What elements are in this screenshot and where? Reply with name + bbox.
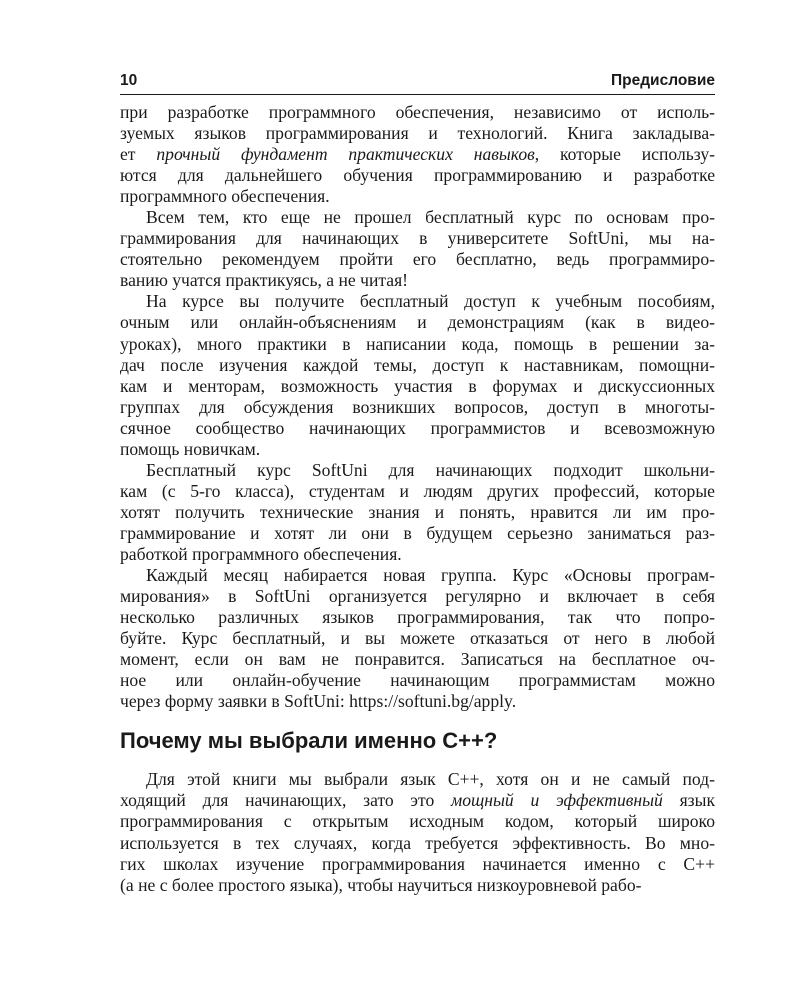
- text-run: сячное сообщество начинающих программистов и всевозможную: [120, 417, 715, 438]
- text-run: буйте. Курс бесплатный, и вы можете отказаться от него в любой: [120, 628, 715, 649]
- text-line: [120, 207, 715, 228]
- text-run: , которые использу-: [534, 144, 715, 165]
- text-run: Всем тем, кто еще не прошел бесплатный курс по основам про-: [146, 207, 715, 228]
- text-line: [120, 586, 715, 607]
- text-line: [120, 769, 715, 790]
- paragraph: [120, 291, 715, 459]
- text-run: через форму заявки в SoftUni: https://softuni.bg/apply.: [120, 691, 517, 712]
- paragraph: [120, 207, 715, 291]
- section-heading: Почему мы выбрали именно C++?: [120, 728, 498, 754]
- text-run: ходящий для начинающих, зато это: [120, 790, 451, 811]
- text-line: [120, 355, 715, 376]
- paragraph: [120, 769, 715, 895]
- text-line: [120, 811, 715, 832]
- intro-paragraphs: [120, 102, 715, 712]
- page-number: 10: [120, 72, 138, 89]
- text-line: [120, 502, 715, 523]
- text-line: [120, 854, 715, 875]
- text-run: помощь новичкам.: [120, 438, 261, 459]
- paragraph: [120, 565, 715, 712]
- text-run: Бесплатный курс SoftUni для начинающих подходит школьни-: [146, 459, 715, 480]
- text-run: гих школах изучение программирования начинается именно с C++: [120, 853, 715, 874]
- text-run: ное или онлайн-обучение начинающим программистам можно: [120, 670, 715, 691]
- text-line: [120, 481, 715, 502]
- text-run: уроках), много практики в написании кода, помощь в решении за-: [120, 333, 715, 354]
- text-line: [120, 544, 715, 565]
- text-run: (а не с более простого языка), чтобы научиться низкоуровневой рабо-: [120, 874, 642, 895]
- text-line: [120, 397, 715, 418]
- text-run: граммирования для начинающих в университете SoftUni, мы на-: [120, 228, 715, 249]
- text-run: кам и менторам, возможность участия в форумах и дискуссионных: [120, 375, 715, 396]
- text-line: [120, 249, 715, 270]
- text-run: стоятельно рекомендуем пройти его бесплатно, ведь программиро-: [120, 249, 715, 270]
- text-run: ет: [120, 144, 157, 165]
- text-line: [120, 291, 715, 312]
- text-run: Для этой книги мы выбрали язык C++, хотя он и не самый под-: [146, 769, 715, 790]
- text-line: [120, 790, 715, 811]
- text-line: [120, 144, 715, 165]
- running-header: [120, 70, 715, 92]
- text-run: при разработке программного обеспечения, независимо от исполь-: [120, 102, 715, 122]
- text-line: [120, 649, 715, 670]
- section-paragraphs: [120, 769, 715, 895]
- text-run: группах для обсуждения возникших вопросов, доступ в многоты-: [120, 396, 715, 417]
- text-run: момент, если он вам не понравится. Записаться на бесплатное оч-: [120, 649, 715, 670]
- text-line: [120, 312, 715, 333]
- paragraph: [120, 460, 715, 565]
- text-line: [120, 833, 715, 854]
- text-line: [120, 670, 715, 691]
- text-run: очным или онлайн-объяснениям и демонстрациям (как в видео-: [120, 312, 715, 333]
- text-line: [120, 875, 715, 896]
- text-run: На курсе вы получите бесплатный доступ к учебным пособиям,: [146, 291, 715, 312]
- text-run: Каждый месяц набирается новая группа. Курс «Основы програм-: [146, 565, 715, 586]
- text-line: [120, 691, 715, 712]
- text-line: [120, 165, 715, 186]
- text-line: [120, 334, 715, 355]
- text-line: [120, 270, 715, 291]
- text-line: [120, 228, 715, 249]
- text-line: [120, 439, 715, 460]
- text-run: зуемых языков программирования и технологий. Книга закладыва-: [120, 123, 715, 144]
- text-line: [120, 102, 715, 123]
- text-run: ванию учатся практикуясь, а не читая!: [120, 270, 409, 291]
- text-run: используется в тех случаях, когда требуется эффективность. Во мно-: [120, 832, 715, 853]
- text-line: [120, 628, 715, 649]
- text-line: [120, 376, 715, 397]
- text-line: [120, 523, 715, 544]
- text-run: программного обеспечения.: [120, 186, 330, 207]
- text-run: ются для дальнейшего обучения программированию и разработке: [120, 165, 715, 186]
- italic-phrase: прочный фундамент практических навыков: [156, 144, 535, 165]
- text-line: [120, 186, 715, 207]
- text-line: [120, 123, 715, 144]
- header-rule: [120, 94, 715, 95]
- text-run: язык: [662, 790, 715, 811]
- italic-phrase: мощный и эффективный: [450, 790, 663, 811]
- text-run: работкой программного обеспечения.: [120, 543, 402, 564]
- text-run: хотят получить технические знания и понять, нравится ли им про-: [120, 501, 715, 522]
- text-run: граммирование и хотят ли они в будущем серьезно заниматься раз-: [120, 522, 715, 543]
- text-run: программирования с открытым исходным кодом, который широко: [120, 811, 715, 832]
- running-title: Предисловие: [610, 72, 715, 89]
- text-line: [120, 565, 715, 586]
- text-run: дач после изучения каждой темы, доступ к наставникам, помощни-: [120, 354, 715, 375]
- text-line: [120, 418, 715, 439]
- text-line: [120, 460, 715, 481]
- body-text: [120, 102, 715, 896]
- text-run: несколько различных языков программирования, так что попро-: [120, 607, 715, 628]
- text-run: кам (с 5-го класса), студентам и людям других профессий, которые: [120, 480, 715, 501]
- text-run: мирования» в SoftUni организуется регулярно и включает в себя: [120, 586, 715, 607]
- text-line: [120, 607, 715, 628]
- paragraph: [120, 102, 715, 207]
